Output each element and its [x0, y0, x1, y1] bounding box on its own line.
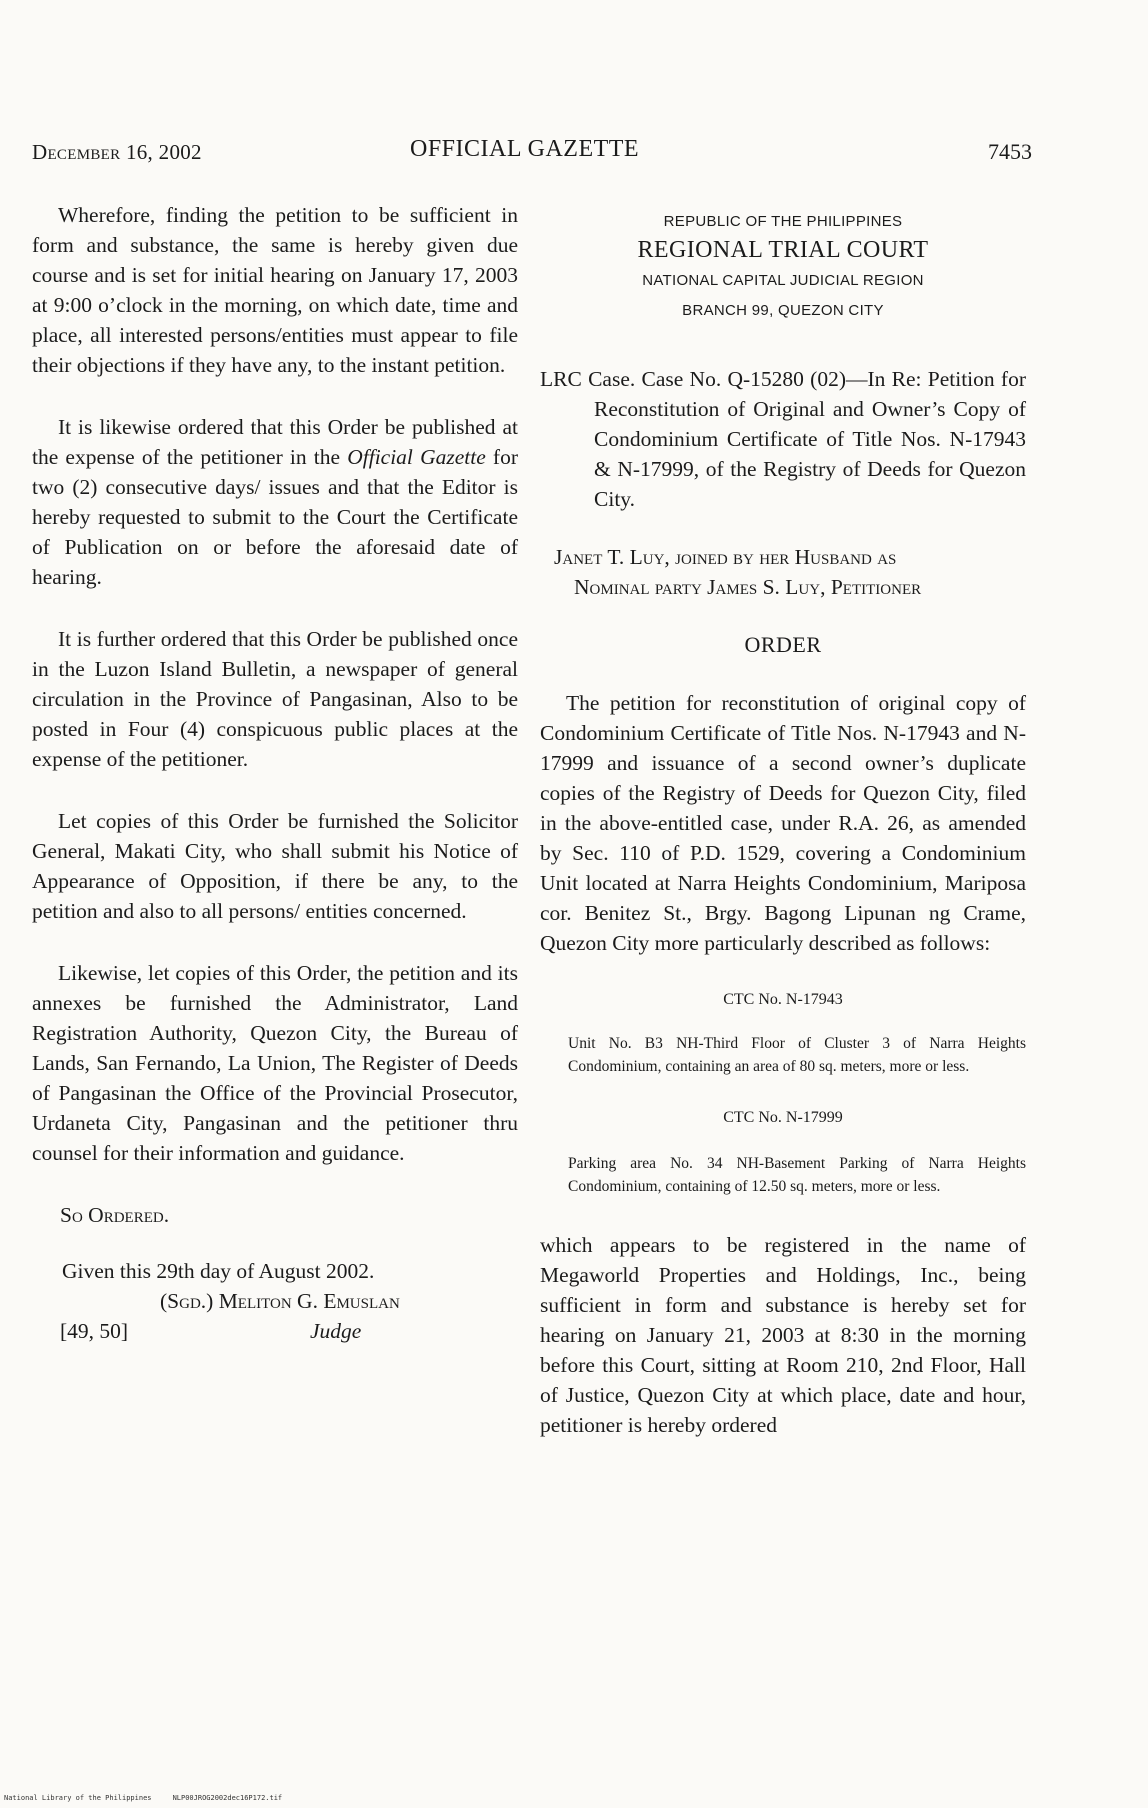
paragraph-registration: which appears to be registered in the name of Megaworld Properties and Holdings, Inc., being sufficient in form and substance is hereby set for hearing on January 21, 2003 at 8:30 in the morning before this Court, sitting at Room 210, 2nd Floor, Hall of Justice, Quezon City at which place, date and hour, petitioner is hereby ordered — [540, 1233, 1026, 1437]
ctc-1-title: CTC No. N-17943 — [723, 991, 843, 1008]
signature-footer — [32, 1316, 518, 1346]
page-header — [32, 136, 1032, 166]
paragraph-wherefore: Wherefore, finding the petition to be sufficient in form and substance, the same is hereby given due course and is set for initial hearing on January 17, 2003 at 9:00 o’clock in the morning, on which date, time and place, all interested persons/entities must appear to file their objections if they have any, to the instant petition. — [32, 203, 518, 377]
republic-heading: REPUBLIC OF THE PHILIPPINES — [663, 213, 903, 230]
paragraph-copies-furnished: Let copies of this Order be furnished the Solicitor General, Makati City, who shall submit his Notice of Appearance of Opposition, if there be any, to the petition and also to all persons/ entities concerned. — [32, 809, 518, 923]
court-heading: REGIONAL TRIAL COURT — [637, 237, 929, 263]
issue-reference: [49, 50] — [60, 1319, 129, 1343]
parties-line-1: Janet T. Luy, joined by her Husband as — [554, 545, 897, 569]
given-date: Given this 29th day of August 2002. — [62, 1259, 375, 1283]
publication-title: OFFICIAL GAZETTE — [410, 136, 640, 162]
case-parties — [540, 542, 1026, 602]
left-column — [32, 200, 518, 1346]
gazette-name: Official Gazette — [347, 445, 486, 469]
ctc-2-description: Parking area No. 34 NH-Basement Parking of Narra Heights Condominium, containing of 12.50 sq. meters, more or less. — [568, 1155, 1026, 1195]
branch-heading: BRANCH 99, QUEZON CITY — [682, 302, 884, 319]
case-title: LRC Case. Case No. Q-15280 (02)—In Re: Petition for Reconstitution of Original and Owner’s Copy of Condominium Certificate of Title Nos. N-17943 & N-17999, of the Registry of Deeds for Quezon City. — [540, 367, 1026, 511]
judge-title: Judge — [310, 1319, 362, 1343]
issue-date: December 16, 2002 — [32, 140, 202, 164]
paragraph-petition: The petition for reconstitution of original copy of Condominium Certificate of Title Nos. N-17943 and N-17999 and issuance of a second owner’s duplicate copies of the Registry of Deeds for Quezon City, filed in the above-entitled case, under R.A. 26, as amended by Sec. 110 of P.D. 1529, covering a Condominium Unit located at Narra Heights Condominium, Mariposa cor. Benitez St., Brgy. Bagong Lipunan ng Crame, Quezon City more particularly described as follows: — [540, 691, 1026, 955]
ctc-2-title: CTC No. N-17999 — [723, 1109, 843, 1126]
region-heading: NATIONAL CAPITAL JUDICIAL REGION — [642, 272, 924, 289]
paragraph-publication-order: It is likewise ordered that this Order be published at the expense of the petitioner in the Official Gazette for two (2) consecutive days/ issues and that the Editor is hereby requested to submit to the Court the Certificate of Publication on or before the aforesaid date of hearing. — [32, 415, 518, 589]
paragraph-likewise: Likewise, let copies of this Order, the petition and its annexes be furnished the Administrator, Land Registration Authority, Quezon City, the Bureau of Lands, San Fernando, La Union, The Register of Deeds of Pangasinan the Office of the Provincial Prosecutor, Urdaneta City, Pangasinan and the petitioner thru counsel for their information and guidance. — [32, 961, 518, 1165]
order-heading: ORDER — [744, 632, 822, 657]
page-number: 7453 — [988, 139, 1032, 164]
signature: (Sgd.) Meliton G. Emuslan — [160, 1289, 400, 1313]
paragraph-further-ordered: It is further ordered that this Order be published once in the Luzon Island Bulletin, a newspaper of general circulation in the Province of Pangasinan, Also to be posted in Four (4) conspicuous public places at the expense of the petitioner. — [32, 627, 518, 771]
so-ordered: So Ordered. — [60, 1203, 170, 1227]
ctc-1-description: Unit No. B3 NH-Third Floor of Cluster 3 of Narra Heights Condominium, containing an area of 80 sq. meters, more or less. — [568, 1035, 1026, 1075]
parties-line-2: Nominal party James S. Luy, Petitioner — [574, 575, 922, 599]
right-column — [540, 210, 1026, 1440]
scan-footer: National Library of the Philippines NLP00JROG2002dec16P172.tif — [4, 1794, 283, 1802]
